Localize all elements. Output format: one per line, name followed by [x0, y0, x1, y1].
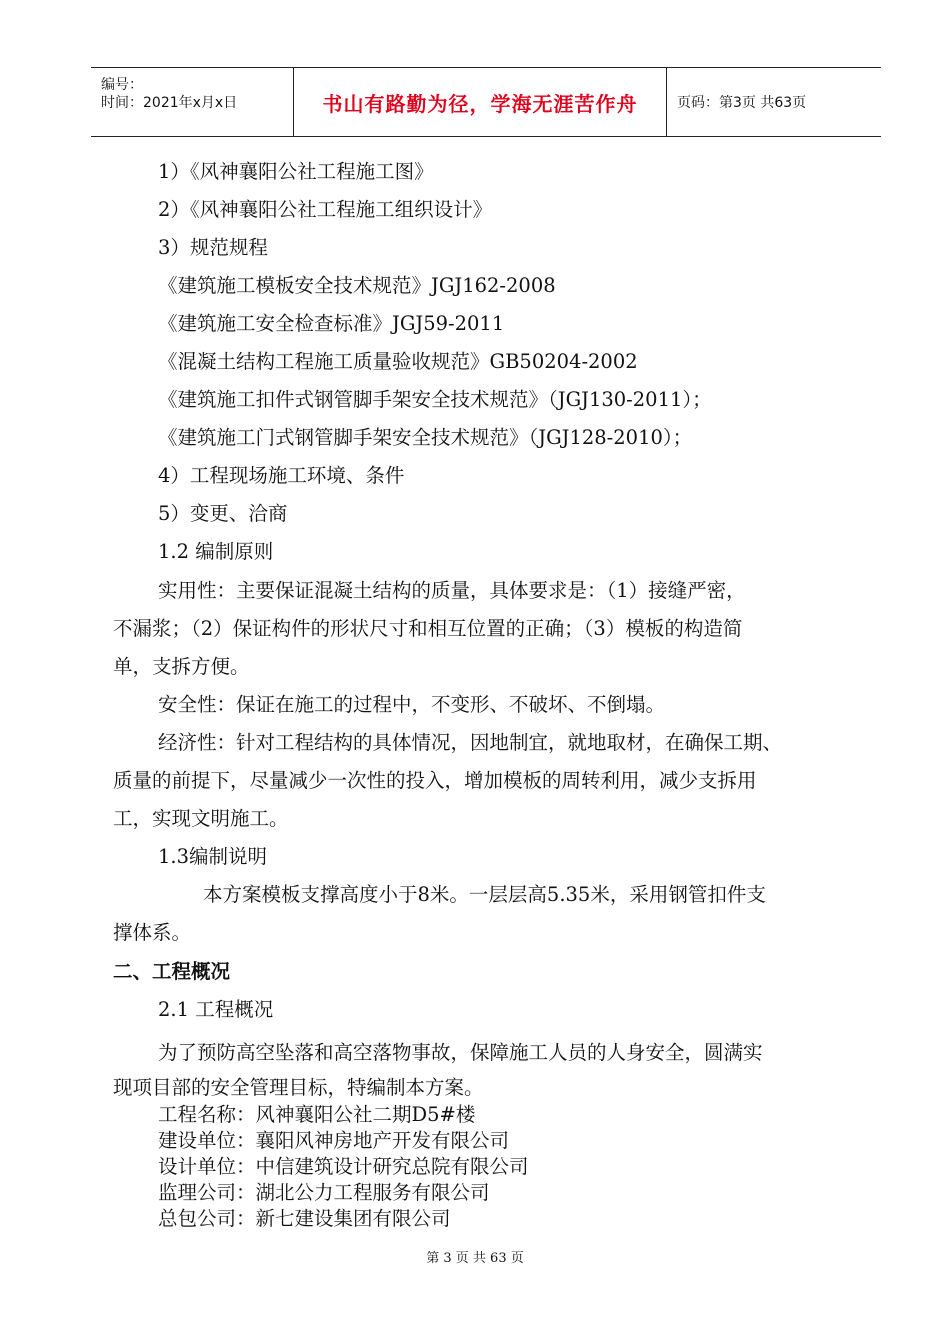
header-meta-cell — [91, 68, 294, 136]
paragraph-line: 撑体系。 — [113, 921, 192, 944]
project-info-line: 工程名称：风神襄阳公社二期D5#楼 — [158, 1103, 476, 1126]
project-info-line: 监理公司：湖北公力工程服务有限公司 — [158, 1181, 490, 1204]
header-page-cell — [667, 68, 881, 136]
code-label: 编号： — [101, 77, 143, 93]
subsection-heading: 2.1 工程概况 — [158, 998, 274, 1021]
standard-1: 《建筑施工模板安全技术规范》JGJ162-2008 — [158, 274, 556, 297]
project-info-line: 总包公司：新七建设集团有限公司 — [158, 1207, 451, 1230]
standard-4: 《建筑施工扣件式钢管脚手架安全技术规范》（JGJ130-2011）； — [158, 388, 712, 411]
paragraph-line: 实用性：主要保证混凝土结构的质量，具体要求是：（1）接缝严密， — [158, 579, 746, 602]
page-header-table — [91, 67, 881, 137]
paragraph-line: 质量的前提下，尽量减少一次性的投入，增加模板的周转利用，减少支拆用 — [113, 769, 757, 792]
ref-item-3: 3）规范规程 — [158, 236, 268, 259]
time-label: 时间：2021年x月x日 — [101, 95, 238, 111]
subsection-heading: 1.3编制说明 — [158, 845, 268, 868]
header-motto-cell — [294, 68, 667, 136]
paragraph-line: 单，支拆方便。 — [113, 655, 250, 678]
paragraph-line: 现项目部的安全管理目标，特编制本方案。 — [113, 1076, 484, 1099]
standard-2: 《建筑施工安全检查标准》JGJ59-2011 — [158, 312, 505, 335]
ref-item-4: 4）工程现场施工环境、条件 — [158, 464, 405, 487]
paragraph-line: 不漏浆；（2）保证构件的形状尺寸和相互位置的正确；（3）模板的构造简 — [113, 617, 743, 640]
project-info-line: 建设单位：襄阳风神房地产开发有限公司 — [158, 1129, 510, 1152]
motto-text: 书山有路勤为径，学海无涯苦作舟 — [322, 91, 638, 116]
standard-5: 《建筑施工门式钢管脚手架安全技术规范》（JGJ128-2010）； — [158, 426, 693, 449]
page-info: 页码：第3页 共63页 — [677, 95, 807, 111]
ref-item-2: 2）《风神襄阳公社工程施工组织设计》 — [158, 198, 493, 221]
standard-3: 《混凝土结构工程施工质量验收规范》GB50204-2002 — [158, 350, 638, 373]
paragraph-line: 本方案模板支撑高度小于8米。一层层高5.35米，采用钢管扣件支 — [203, 883, 766, 906]
page-footer: 第 3 页 共 63 页 — [426, 1251, 524, 1266]
paragraph-line: 安全性：保证在施工的过程中，不变形、不破坏、不倒塌。 — [158, 693, 666, 716]
paragraph-line: 经济性：针对工程结构的具体情况，因地制宜，就地取材，在确保工期、 — [158, 731, 783, 754]
ref-item-5: 5）变更、洽商 — [158, 502, 288, 525]
paragraph-line: 工，实现文明施工。 — [113, 807, 289, 830]
subsection-heading: 1.2 编制原则 — [158, 540, 274, 563]
paragraph-line: 为了预防高空坠落和高空落物事故，保障施工人员的人身安全，圆满实 — [158, 1041, 763, 1064]
project-info-line: 设计单位：中信建筑设计研究总院有限公司 — [158, 1155, 529, 1178]
section-heading: 二、工程概况 — [113, 960, 231, 983]
ref-item-1: 1）《风神襄阳公社工程施工图》 — [158, 160, 434, 183]
